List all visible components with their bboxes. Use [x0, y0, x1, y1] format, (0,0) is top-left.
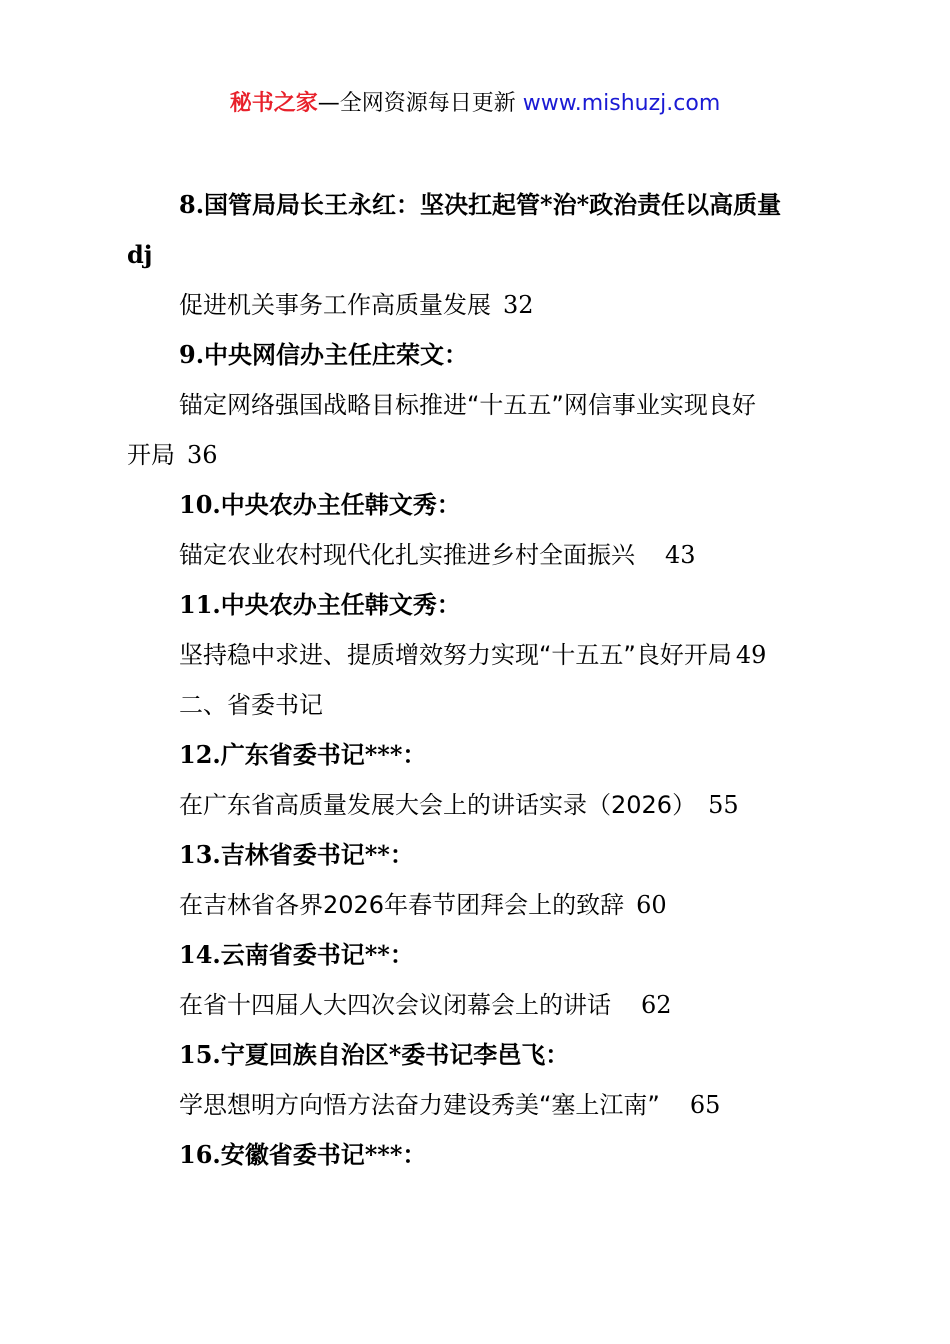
table-of-contents: [127, 180, 837, 1180]
toc-page-number: 62: [641, 991, 672, 1019]
toc-page-number: 43: [665, 541, 696, 569]
toc-heading-text: 15.宁夏回族自治区*委书记李邑飞：: [179, 1040, 570, 1069]
site-url-link[interactable]: www.mishuzj.com: [522, 91, 721, 116]
toc-entry-title: 在广东省高质量发展大会上的讲话实录（2026）: [179, 791, 697, 819]
toc-heading-text: 13.吉林省委书记**：: [179, 840, 414, 869]
toc-heading-8: [127, 180, 837, 230]
section-title-text: 二、省委书记: [179, 691, 323, 719]
toc-entry[interactable]: [127, 630, 837, 680]
header-tagline: —全网资源每日更新: [317, 91, 523, 116]
toc-page-number: 36: [187, 441, 218, 469]
toc-heading-16: [127, 1130, 837, 1180]
toc-heading-14: [127, 930, 837, 980]
toc-entry-title: 锚定网络强国战略目标推进“十五五”网信事业实现良好: [179, 391, 756, 419]
toc-entry-title: 锚定农业农村现代化扎实推进乡村全面振兴: [179, 541, 635, 569]
toc-entry[interactable]: [127, 980, 837, 1030]
toc-page-number: 32: [503, 291, 534, 319]
toc-heading-8-continuation: [127, 230, 837, 280]
toc-entry-title: 开局: [127, 441, 175, 469]
toc-heading-15: [127, 1030, 837, 1080]
toc-heading-text: 16.安徽省委书记***：: [179, 1140, 427, 1169]
toc-page-number: 55: [708, 791, 739, 819]
toc-heading-text: dj: [127, 240, 153, 269]
toc-entry-title: 在省十四届人大四次会议闭幕会上的讲话: [179, 991, 611, 1019]
toc-entry-title: 在吉林省各界2026年春节团拜会上的致辞: [179, 891, 625, 919]
toc-entry[interactable]: [127, 780, 837, 830]
toc-entry[interactable]: [127, 280, 837, 330]
toc-heading-text: 12.广东省委书记***：: [179, 740, 427, 769]
toc-heading-text: 9.中央网信办主任庄荣文：: [179, 340, 469, 369]
toc-heading-text: 14.云南省委书记**：: [179, 940, 414, 969]
toc-heading-9: [127, 330, 837, 380]
toc-entry-title: 促进机关事务工作高质量发展: [179, 291, 491, 319]
toc-section-title: [127, 680, 837, 730]
toc-entry-title: 坚持稳中求进、提质增效努力实现“十五五”良好开局: [179, 641, 732, 669]
toc-entry-continuation[interactable]: [127, 430, 837, 480]
toc-entry[interactable]: [127, 1080, 837, 1130]
toc-heading-13: [127, 830, 837, 880]
toc-page-number: 49: [735, 641, 767, 669]
toc-entry[interactable]: [127, 530, 837, 580]
site-header: [0, 88, 950, 120]
toc-entry[interactable]: [127, 880, 837, 930]
toc-page-number: 60: [636, 891, 667, 919]
toc-entry-title: 学思想明方向悟方法奋力建设秀美“塞上江南”: [179, 1091, 660, 1119]
toc-page-number: 65: [689, 1091, 721, 1119]
toc-heading-11: [127, 580, 837, 630]
toc-heading-12: [127, 730, 837, 780]
toc-heading-text: 11.中央农办主任韩文秀：: [179, 590, 461, 619]
toc-heading-text: 8.国管局局长王永红：坚决扛起管*治*政治责任以高质量: [179, 190, 782, 219]
brand-name: 秘书之家: [229, 91, 318, 116]
toc-heading-10: [127, 480, 837, 530]
toc-entry[interactable]: [127, 380, 837, 430]
toc-heading-text: 10.中央农办主任韩文秀：: [179, 490, 461, 519]
